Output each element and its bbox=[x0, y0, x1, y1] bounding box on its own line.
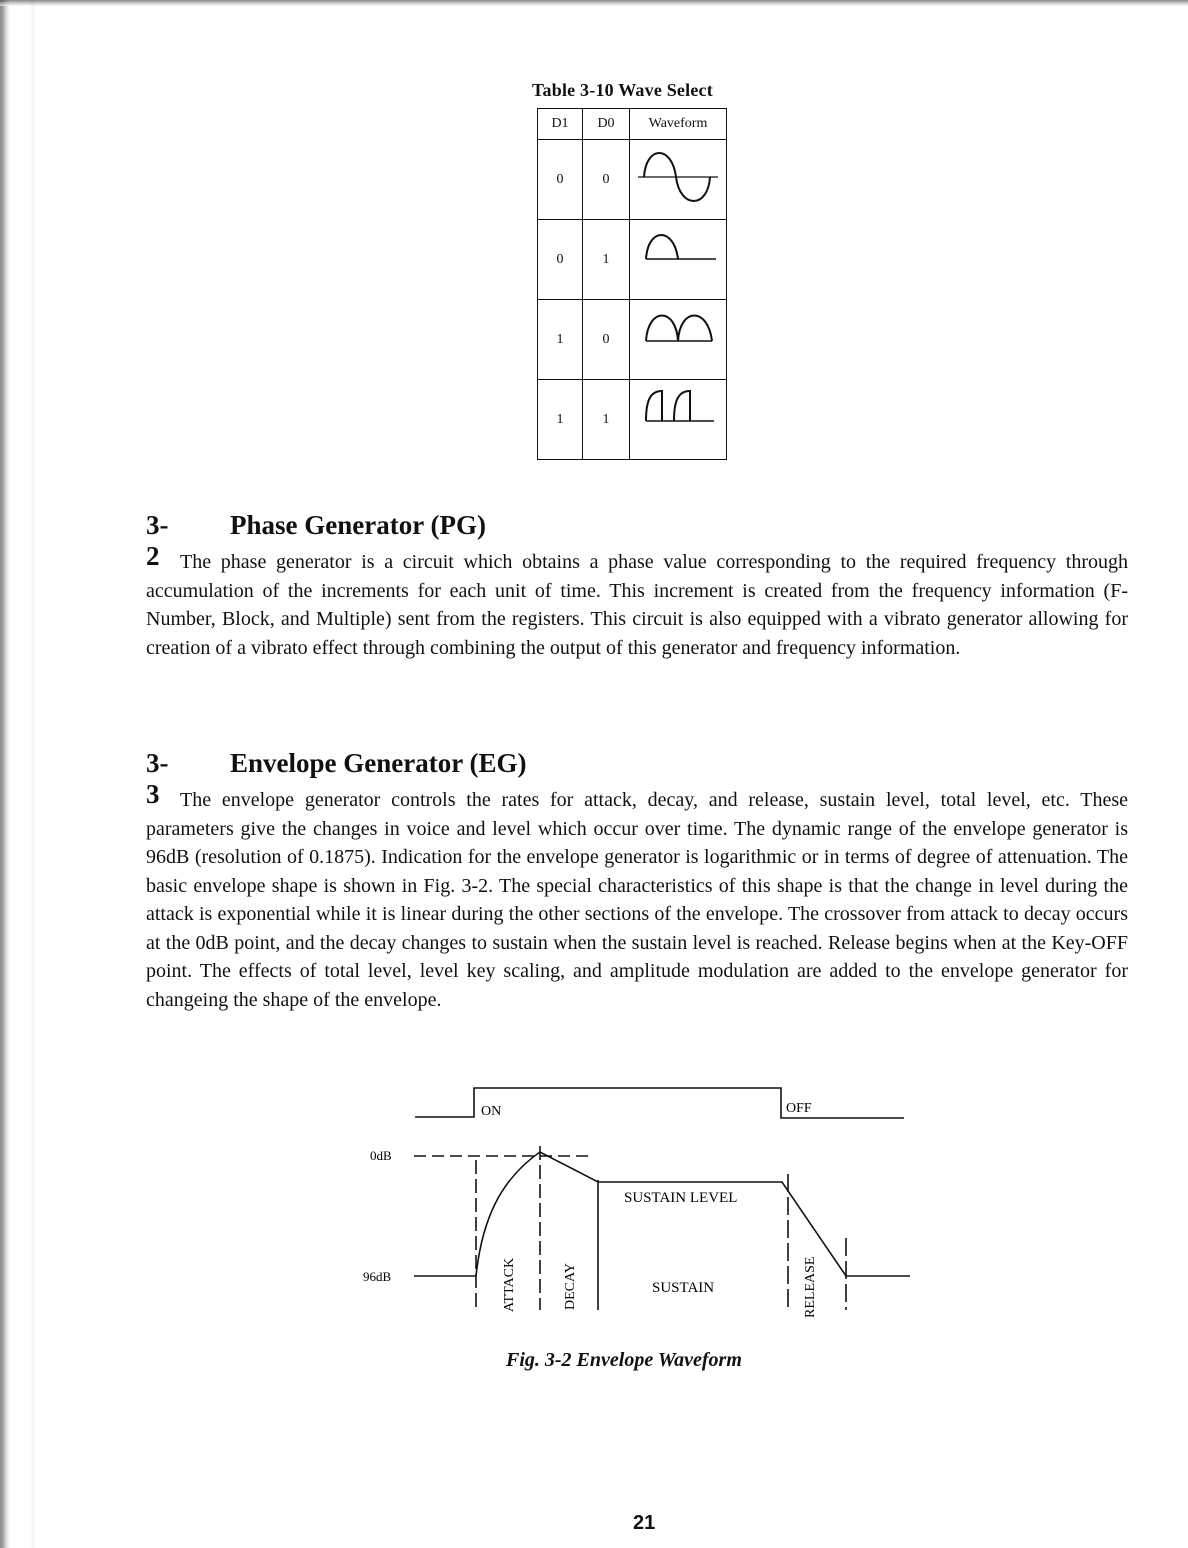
section-title: Envelope Generator (EG) bbox=[230, 748, 527, 778]
cell-d1: 0 bbox=[538, 140, 583, 220]
full-sine-wave-icon bbox=[634, 141, 722, 213]
cell-d1: 0 bbox=[538, 220, 583, 300]
scan-top-edge bbox=[0, 0, 1188, 6]
cell-waveform bbox=[630, 220, 727, 300]
section-number: 3-3 bbox=[146, 748, 169, 809]
sustain-label: SUSTAIN bbox=[652, 1280, 715, 1296]
cell-d0: 1 bbox=[583, 380, 630, 460]
key-on-label: ON bbox=[481, 1104, 502, 1119]
wave-select-table bbox=[537, 108, 727, 460]
table-row bbox=[538, 380, 727, 460]
key-off-label: OFF bbox=[786, 1101, 812, 1116]
quarter-sine-pulse-wave-icon bbox=[634, 381, 722, 453]
cell-d0: 0 bbox=[583, 300, 630, 380]
cell-waveform bbox=[630, 300, 727, 380]
zero-db-label: 0dB bbox=[370, 1148, 392, 1163]
table-row bbox=[538, 140, 727, 220]
page-number: 21 bbox=[633, 1512, 656, 1534]
table-row bbox=[538, 220, 727, 300]
table-header-row bbox=[538, 109, 727, 140]
ninety-six-db-label: 96dB bbox=[363, 1269, 392, 1284]
scan-left-edge bbox=[0, 0, 46, 1548]
envelope-waveform-figure bbox=[350, 1080, 920, 1330]
section-number: 3-2 bbox=[146, 510, 169, 571]
cell-d1: 1 bbox=[538, 300, 583, 380]
paragraph-pg: The phase generator is a circuit which obtains a phase value corresponding to the required frequency through accumulation of the increments for each unit of time. This increment is created from the frequency information (F-Number, Block, and Multiple) sent from the registers. This circuit is also equipped with a vibrato generator allowing for creation of a vibrato effect through combining the output of this generator and frequency information. bbox=[146, 551, 1128, 659]
cell-d0: 1 bbox=[583, 220, 630, 300]
attack-label: ATTACK bbox=[502, 1257, 517, 1312]
figure-caption: Fig. 3-2 Envelope Waveform bbox=[506, 1349, 742, 1371]
release-label: RELEASE bbox=[803, 1256, 818, 1318]
half-sine-wave-icon bbox=[634, 221, 722, 293]
cell-waveform bbox=[630, 380, 727, 460]
sustain-level-label: SUSTAIN LEVEL bbox=[624, 1190, 738, 1206]
cell-d0: 0 bbox=[583, 140, 630, 220]
cell-d1: 1 bbox=[538, 380, 583, 460]
cell-waveform bbox=[630, 140, 727, 220]
decay-label: DECAY bbox=[563, 1263, 578, 1310]
section-title: Phase Generator (PG) bbox=[230, 510, 486, 540]
table-row bbox=[538, 300, 727, 380]
header-d0: D0 bbox=[583, 109, 630, 140]
table-caption: Table 3-10 Wave Select bbox=[532, 80, 713, 100]
header-d1: D1 bbox=[538, 109, 583, 140]
absolute-sine-wave-icon bbox=[634, 301, 722, 373]
header-waveform: Waveform bbox=[630, 109, 727, 140]
paragraph-eg: The envelope generator controls the rates for attack, decay, and release, sustain level, total level, etc. These parameters give the changes in voice and level which occur over time. The dynamic range of the envelope generator is 96dB (resolution of 0.1875). Indication for the envelope generator is logarithmic or in terms of degree of attenuation. The basic envelope shape is shown in Fig. 3-2. The special characteristics of this shape is that the change in level during the attack is exponential while it is linear during the other sections of the envelope. The crossover from attack to decay occurs at the 0dB point, and the decay changes to sustain when the sustain level is reached. Release begins when at the Key-OFF point. The effects of total level, level key scaling, and amplitude modulation are added to the envelope generator for changeing the shape of the envelope. bbox=[146, 789, 1128, 1011]
